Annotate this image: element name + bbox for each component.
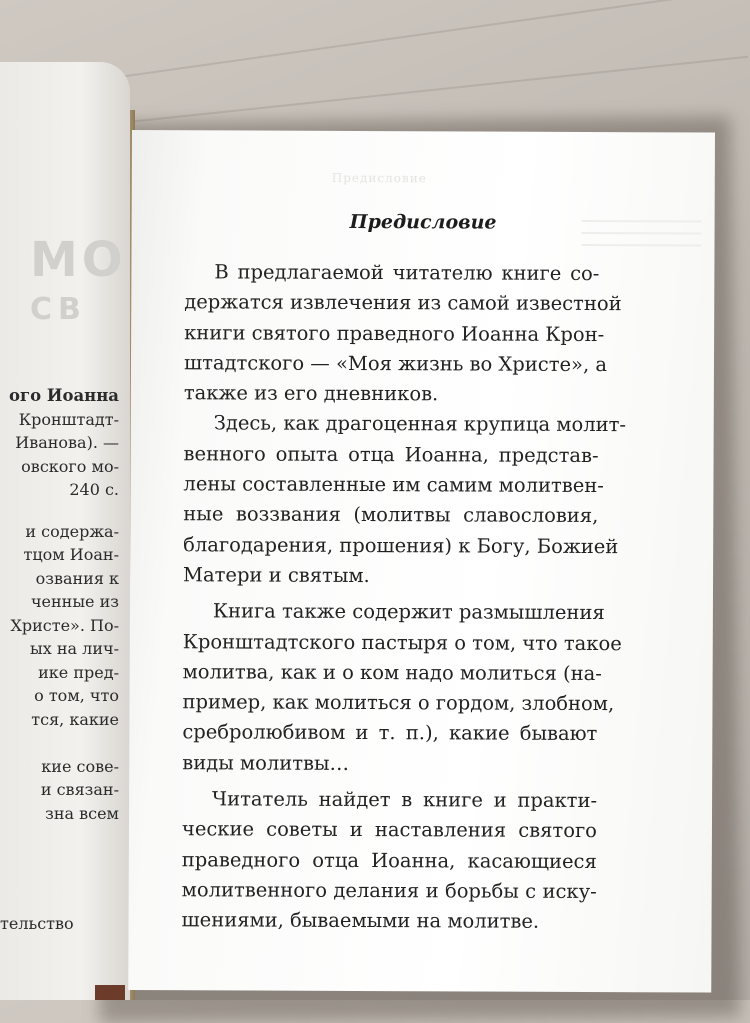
text-line: книги святого праведного Иоанна Крон- [184,320,605,346]
right-page [128,130,715,993]
left-line: зна всем [45,803,119,823]
left-line: 240 с. [69,480,119,499]
left-line: ике пред- [38,662,119,682]
left-line [0,731,119,755]
text-line: Читатель найдет в книге и практи- [212,787,598,813]
text-line: венного опыта отца Иоанна, представ- [183,442,599,467]
left-page-show-through [30,232,130,327]
text-line: держатся извлечения из самой известной [184,290,622,316]
text-line: молитва, как и о ком надо молиться (на- [182,660,602,685]
left-line: ченные из [30,592,119,611]
text-line: праведного отца Иоанна, касающиеся [181,847,597,873]
left-line: озвания к [35,568,119,588]
left-page-text [0,384,119,825]
text-line: пример, как молиться о гордом, злобном, [182,690,615,716]
preface-body [181,257,627,937]
left-line: кие сове- [41,756,119,776]
page-heading: Предисловие [349,210,497,234]
text-line: штадтского — «Моя жизнь во Христе», а [183,351,608,376]
left-page [0,62,130,1000]
bookmark-ribbon [95,985,125,1000]
left-line: Христе». По- [10,615,119,635]
text-line: В предлагаемой читателю книге со- [214,260,600,286]
left-line: тцом Иоан- [23,545,119,564]
paragraph [182,596,622,780]
ghost-subtitle: СВ [30,292,87,327]
text-line: Кронштадтского пастыря о том, что такое [182,629,622,655]
text-line: сребролюбивом и т. п.), какие бывают [182,720,598,746]
paragraph [181,784,597,937]
show-through-line [581,244,701,247]
left-page-footer: тельство [0,914,74,933]
left-line: тся, какие [31,709,119,729]
ghost-title: МО [30,232,127,288]
text-line: виды молитвы… [182,750,350,775]
text-line: молитвенного делания и борьбы с иску- [181,878,597,903]
left-line: и связан- [40,780,119,799]
text-line: шениями, бываемыми на молитве. [181,908,540,934]
text-line: лены составленные им самим молитвен- [183,472,604,498]
text-line: Здесь, как драгоценная крупица молит- [213,411,627,437]
left-line: овского мо- [21,456,119,476]
left-line: Иванова). — [15,433,119,452]
left-line: ого Иоанна [9,386,119,405]
paragraph [183,409,627,593]
left-line: ых на лич- [30,639,119,658]
paragraph [183,257,622,410]
left-line: и содержа- [25,521,119,541]
text-line: также из его дневников. [183,381,439,406]
text-line: благодарения, прошения) к Богу, Божией [183,532,619,558]
text-line: ческие советы и наставления святого [181,817,597,843]
text-line: Книга также содержит размышления [212,599,605,625]
left-line: о том, что [34,686,119,705]
left-gap [0,502,119,520]
text-line: ные воззвания (молитвы славословия, [183,502,599,528]
left-line: Кронштадт- [18,409,119,429]
running-head-show-through: Предисловие [331,170,427,186]
text-line: Матери и святым. [183,563,370,588]
